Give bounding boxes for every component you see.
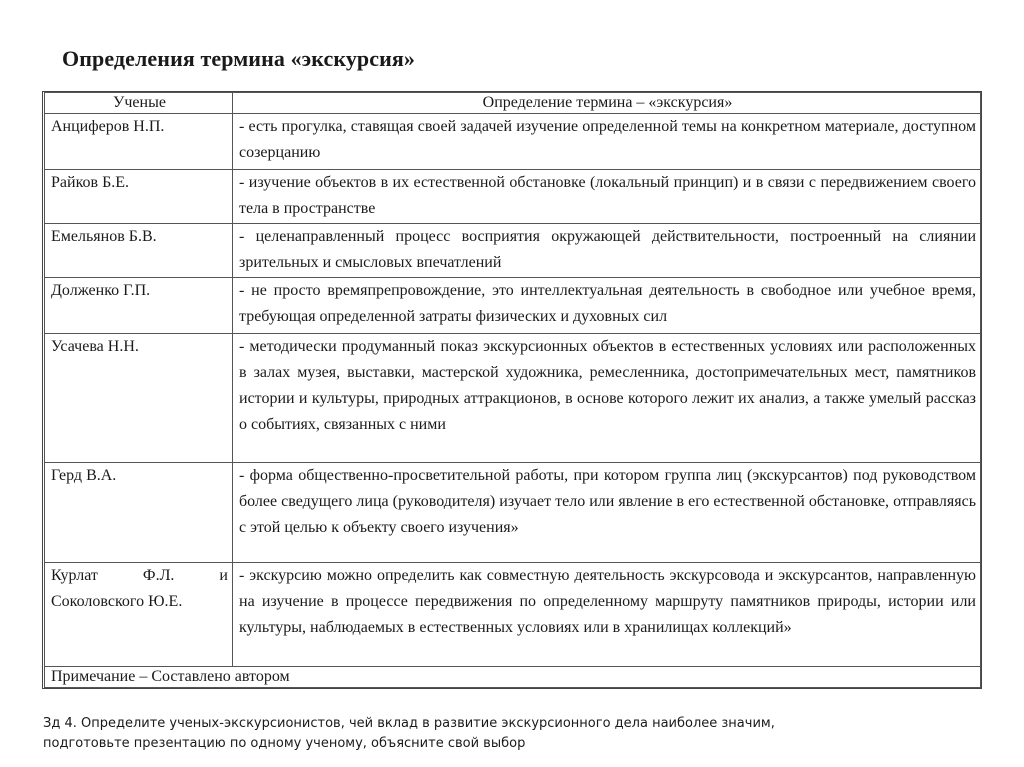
table-row xyxy=(45,114,981,170)
scientist-cell: Анциферов Н.П. xyxy=(45,114,233,170)
definition-cell: - форма общественно-просветительной работы, при котором группа лиц (экскурсантов) под руководством более сведущего лица (руководителя) изучает тело или явление в его естественной обстановке, отправляясь с этой целью к объекту своего изучения» xyxy=(233,463,981,563)
definition-cell: - экскурсию можно определить как совместную деятельность экскурсовода и экскурсантов, направленную на изучение в процессе передвижения по определенному маршруту памятников природы, истории или культуры, наблюдаемых в естественных условиях или в хранилищах коллекций» xyxy=(233,563,981,667)
table-row xyxy=(45,170,981,224)
definition-cell: - изучение объектов в их естественной обстановке (локальный принцип) и в связи с передвижением своего тела в пространстве xyxy=(233,170,981,224)
table-row xyxy=(45,334,981,463)
page-title: Определения термина «экскурсия» xyxy=(62,46,416,71)
table-row xyxy=(45,463,981,563)
table-row xyxy=(45,224,981,278)
task-line: подготовьте презентацию по одному ученому, объясните свой выбор xyxy=(43,736,526,751)
scientist-cell: Долженко Г.П. xyxy=(45,278,233,334)
table-header-row xyxy=(45,93,981,114)
scientist-cell: Райков Б.Е. xyxy=(45,170,233,224)
table-note-row xyxy=(45,667,981,688)
definitions-table xyxy=(44,92,981,688)
table-row xyxy=(45,563,981,667)
scientist-cell: Герд В.А. xyxy=(45,463,233,563)
scientist-cell: Курлат Ф.Л. и Соколовского Ю.Е. xyxy=(45,563,233,667)
definition-cell: - не просто времяпрепровождение, это интеллектуальная деятельность в свободное или учебное время, требующая определенной затраты физических и духовных сил xyxy=(233,278,981,334)
scientist-cell: Усачева Н.Н. xyxy=(45,334,233,463)
definition-cell: - методически продуманный показ экскурсионных объектов в естественных условиях или расположенных в залах музея, выставки, мастерской художника, ремесленника, достопримечательных мест, памятников истории и культуры, природных аттракционов, в основе которого лежит их анализ, а также умелый рассказ о событиях, связанных с ними xyxy=(233,334,981,463)
column-header-scientists: Ученые xyxy=(45,93,233,114)
scientist-cell: Емельянов Б.В. xyxy=(45,224,233,278)
definition-cell: - есть прогулка, ставящая своей задачей изучение определенной темы на конкретном материале, доступном созерцанию xyxy=(233,114,981,170)
table-row xyxy=(45,278,981,334)
task-line: Зд 4. Определите ученых-экскурсионистов, чей вклад в развитие экскурсионного дела наиболее значим, xyxy=(43,716,775,731)
definition-cell: - целенаправленный процесс восприятия окружающей действительности, построенный на слиянии зрительных и смысловых впечатлений xyxy=(233,224,981,278)
column-header-definition: Определение термина – «экскурсия» xyxy=(233,93,981,114)
table-note: Примечание – Составлено автором xyxy=(45,667,981,688)
definitions-table-frame xyxy=(42,91,982,689)
task-text xyxy=(43,714,943,754)
